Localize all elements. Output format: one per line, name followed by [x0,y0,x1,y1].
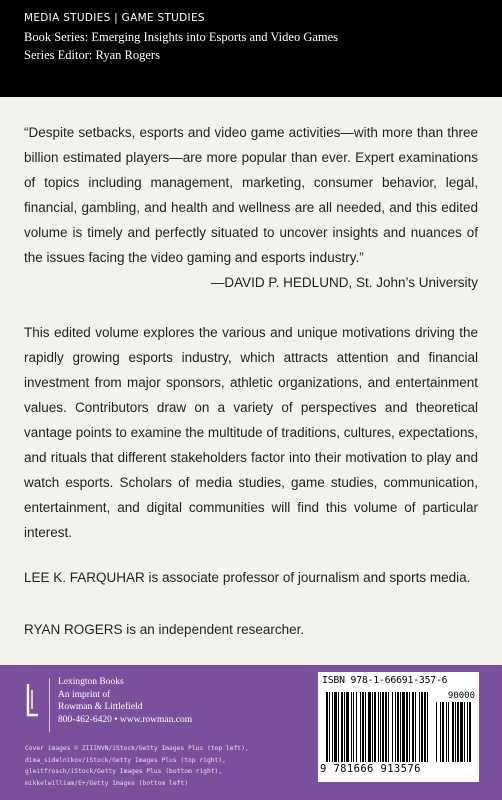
cover-image-credits: Cover images © ZIIINVN/iStock/Getty Images Plus (top left), dima_sidelnikov/iStock/Getty Images Plus (top right), gleitfrosch/iStock/Getty Images Plus (bottom right), mikkelwilliam/E+/Getty Images (bottom left) [25,745,249,787]
subject-category: MEDIA STUDIES | GAME STUDIES [24,12,205,24]
book-series: Book Series: Emerging Insights into Esports and Video Games [24,30,339,44]
imprint-of: An imprint of [58,689,111,700]
endorsement [24,120,478,295]
divider [49,678,50,732]
series-editor: Series Editor: Ryan Rogers [24,48,160,62]
isbn-barcode [318,672,479,782]
author-bio-rogers: RYAN ROGERS is an independent researcher. [24,622,305,637]
endorsement-quote: “Despite setbacks, esports and video game activities—with more than three billion estimated players—are more popular than ever. Expert examinations of topics including management, marketing, consumer behavior, legal, financial, gambling, and health and wellness are all needed, and this edited volume is timely and perfectly situated to uncover insights and nuances of the issues facing the video gaming and esports industry.” [24,125,478,265]
endorsement-attribution: —DAVID P. HEDLUND, St. John’s University [210,275,478,290]
publisher-name: Lexington Books [58,677,124,687]
barcode-bars [324,692,474,762]
publisher-contact: 800-462-6420 • www.rowman.com [58,714,193,725]
ean-digits: 9 781666 913576 [320,763,421,775]
lexington-books-logo-icon [25,682,40,718]
price-code: 90000 [447,691,475,701]
book-description: This edited volume explores the various and unique motivations driving the rapidly growing esports industry, which attracts attention and financial investment from major sponsors, athletic organizations, and entertainment values. Contributors draw on a variety of perspectives and theoretical vantage points to examine the multitude of traditions, cultures, expectations, and rituals that different stakeholders factor into their motivation to play and watch esports. Scholars of media studies, game studies, communication, entertainment, and digital communities will find this volume of particular interest. [24,325,479,540]
header-band [0,0,502,97]
author-bio-farquhar: LEE K. FARQUHAR is associate professor of journalism and sports media. [24,570,471,585]
publisher-info [58,676,192,726]
parent-publisher: Rowman & Littlefield [58,702,143,712]
isbn-number: ISBN 978-1-66691-357-6 [322,675,448,686]
